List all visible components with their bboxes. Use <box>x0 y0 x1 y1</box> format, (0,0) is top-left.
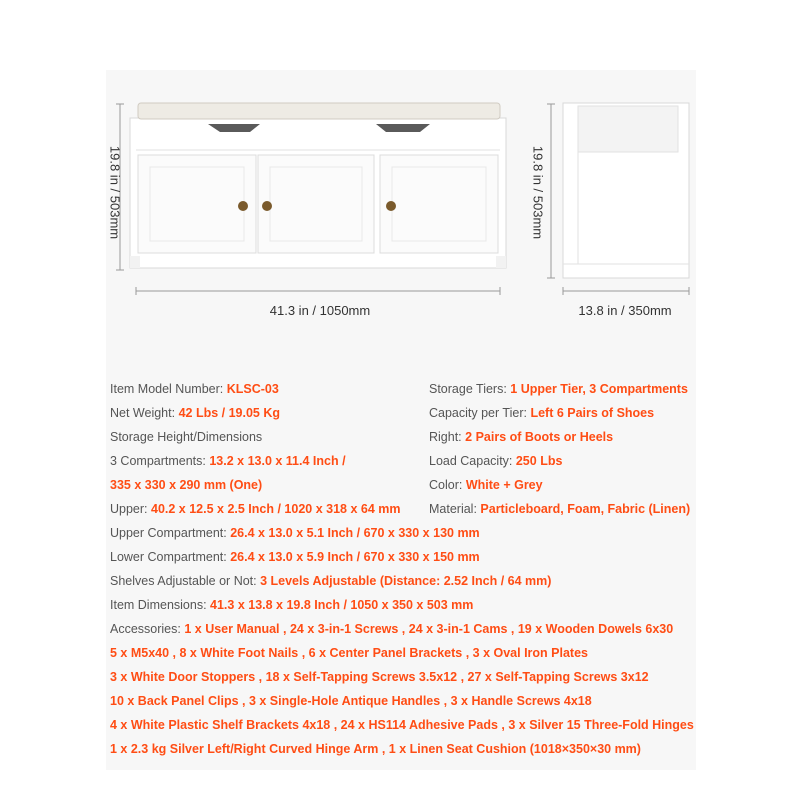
spec-row: Right: 2 Pairs of Boots or Heels <box>429 430 614 444</box>
door-left <box>138 155 256 253</box>
bench-leg-right <box>496 256 506 268</box>
knob-left <box>238 201 248 211</box>
side-cushion <box>578 106 678 152</box>
spec-row: 335 x 330 x 290 mm (One) <box>110 478 263 492</box>
spec-row: Upper: 40.2 x 12.5 x 2.5 Inch / 1020 x 318 x 64 mm <box>110 502 401 516</box>
spec-row: Shelves Adjustable or Not: 3 Levels Adjustable (Distance: 2.52 Inch / 64 mm) <box>110 574 552 588</box>
spec-row: Item Model Number: KLSC-03 <box>110 382 279 396</box>
spec-row: Accessories: 1 x User Manual , 24 x 3-in-1 Screws , 24 x 3-in-1 Cams , 19 x Wooden Dowels 6x30 <box>110 622 674 636</box>
spec-row: Net Weight: 42 Lbs / 19.05 Kg <box>110 406 280 420</box>
spec-row: Load Capacity: 250 Lbs <box>429 454 563 468</box>
spec-row: Item Dimensions: 41.3 x 13.8 x 19.8 Inch / 1050 x 350 x 503 mm <box>110 598 474 612</box>
bench-front-view <box>130 103 506 268</box>
bench-leg-left <box>130 256 140 268</box>
knob-right <box>386 201 396 211</box>
spec-row: Storage Height/Dimensions <box>110 430 263 444</box>
spec-row: 3 x White Door Stoppers , 18 x Self-Tapping Screws 3.5x12 , 27 x Self-Tapping Screws 3x12 <box>110 670 649 684</box>
knob-middle <box>262 201 272 211</box>
spec-row: Storage Tiers: 1 Upper Tier, 3 Compartments <box>429 382 688 396</box>
door-right <box>380 155 498 253</box>
spec-row: 3 Compartments: 13.2 x 13.0 x 11.4 Inch / <box>110 454 346 468</box>
spec-row: 1 x 2.3 kg Silver Left/Right Curved Hinge Arm , 1 x Linen Seat Cushion (1018×350×30 mm) <box>110 742 641 756</box>
side-height-label: 19.8 in / 503mm <box>530 145 546 240</box>
spec-row: 5 x M5x40 , 8 x White Foot Nails , 6 x Center Panel Brackets , 3 x Oval Iron Plates <box>110 646 588 660</box>
side-depth-label: 13.8 in / 350mm <box>578 303 672 318</box>
front-height-label: 19.8 in / 503mm <box>107 145 123 240</box>
spec-row: Capacity per Tier: Left 6 Pairs of Shoes <box>429 406 655 420</box>
spec-row: Material: Particleboard, Foam, Fabric (Linen) <box>429 502 691 516</box>
spec-row: 4 x White Plastic Shelf Brackets 4x18 , 24 x HS114 Adhesive Pads , 3 x Silver 15 Three-Fold Hinges <box>110 718 694 732</box>
seat-cushion <box>138 103 500 119</box>
bench-side-view <box>563 103 689 278</box>
spec-row: Upper Compartment: 26.4 x 13.0 x 5.1 Inch / 670 x 330 x 130 mm <box>110 526 480 540</box>
spec-row: 10 x Back Panel Clips , 3 x Single-Hole Antique Handles , 3 x Handle Screws 4x18 <box>110 694 592 708</box>
front-width-label: 41.3 in / 1050mm <box>269 303 371 318</box>
spec-row: Color: White + Grey <box>429 478 543 492</box>
door-middle <box>258 155 374 253</box>
spec-row: Lower Compartment: 26.4 x 13.0 x 5.9 Inch / 670 x 330 x 150 mm <box>110 550 480 564</box>
